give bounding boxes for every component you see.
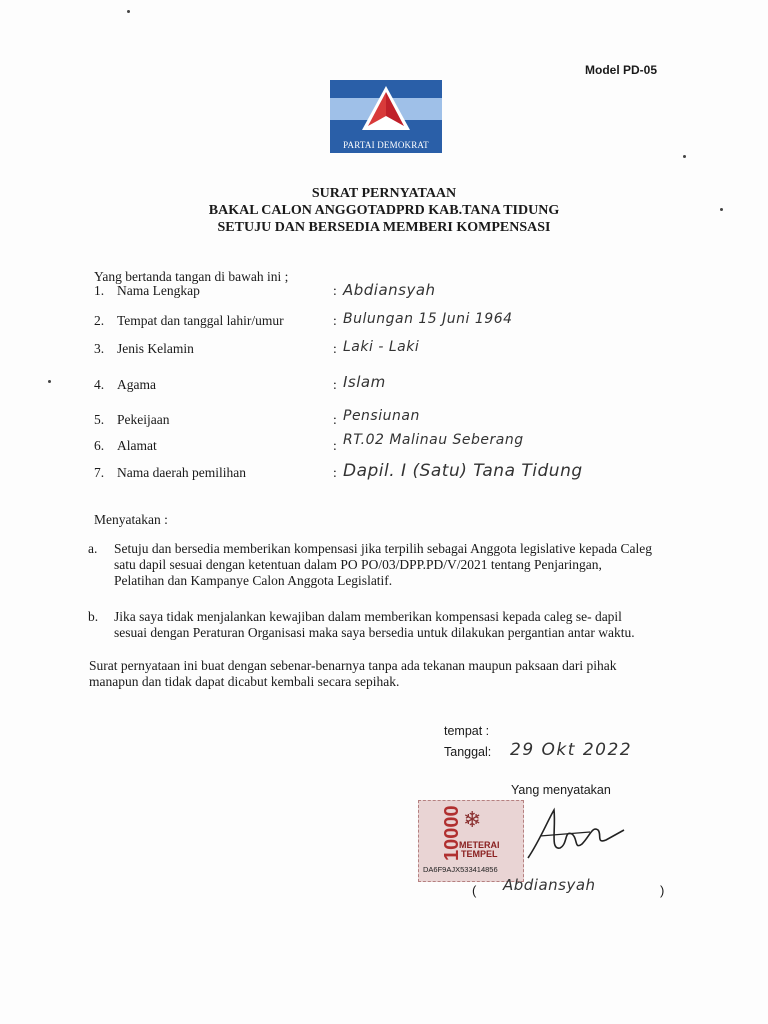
revenue-stamp — [418, 800, 524, 882]
field-colon: : — [333, 438, 337, 453]
signer-label: Yang menyatakan — [511, 783, 611, 797]
logo-text: PARTAI DEMOKRAT — [343, 140, 429, 150]
field-colon: : — [333, 412, 337, 427]
field-number: 3. — [94, 341, 105, 356]
closing-statement: Surat pernyataan ini buat dengan sebenar-benarnya tanpa ada tekanan maupun paksaan dari pihak manapun dan tidak dapat dicabut kembali secara sepihak. — [89, 658, 617, 689]
doc-title: SURAT PERNYATAAN — [311, 186, 457, 201]
doc-subtitle-1: BAKAL CALON ANGGOTADPRD KAB.TANA TIDUNG — [208, 203, 560, 218]
point-b-mark: b. — [88, 609, 99, 624]
date-label: Tanggal: — [444, 745, 492, 759]
point-b-text: Jika saya tidak menjalankan kewajiban dalam memberikan kompensasi kepada caleg se- dapil sesuai dengan Peraturan Organisasi maka saya bersedia untuk dilakukan pergantian antar waktu. — [114, 609, 635, 640]
point-a-mark: a. — [88, 541, 98, 556]
field-value: Pensiunan — [343, 408, 420, 424]
signer-name: Abdiansyah — [503, 876, 596, 894]
field-value: Islam — [343, 373, 386, 391]
stamp-label: METERAI TEMPEL — [459, 840, 500, 859]
scan-speck — [720, 208, 723, 211]
signature-icon — [520, 800, 630, 870]
model-code: Model PD-05 — [585, 63, 658, 77]
scan-speck — [48, 380, 51, 383]
field-colon: : — [333, 465, 337, 480]
declare-heading: Menyatakan : — [94, 512, 168, 527]
field-label: Pekeijaan — [117, 412, 170, 427]
field-label: Nama Lengkap — [117, 283, 200, 298]
field-value: RT.02 Malinau Seberang — [343, 432, 524, 448]
field-number: 1. — [94, 283, 105, 298]
field-colon: : — [333, 283, 337, 298]
name-paren-open: ( — [472, 883, 477, 898]
field-number: 4. — [94, 377, 105, 392]
field-colon: : — [333, 313, 337, 328]
field-value: Dapil. I (Satu) Tana Tidung — [343, 461, 583, 481]
place-label: tempat : — [444, 724, 490, 738]
field-label: Alamat — [117, 438, 157, 453]
field-label: Nama daerah pemilihan — [117, 465, 246, 480]
field-number: 5. — [94, 412, 105, 427]
field-value: Bulungan 15 Juni 1964 — [343, 311, 513, 327]
stamp-code: DA6F9AJX533414856 — [423, 865, 498, 874]
date-value: 29 Okt 2022 — [510, 740, 633, 760]
intro-text: Yang bertanda tangan di bawah ini ; — [94, 269, 289, 284]
field-label: Jenis Kelamin — [117, 341, 194, 356]
triangle-logo-icon — [360, 84, 412, 132]
field-colon: : — [333, 341, 337, 356]
field-colon: : — [333, 377, 337, 392]
garuda-emblem-icon: ❄ — [463, 807, 482, 832]
field-label: Agama — [117, 377, 156, 392]
point-a-text: Setuju dan bersedia memberikan kompensasi jika terpilih sebagai Anggota legislative kepada Caleg satu dapil sesuai dengan ketentuan dalam PO PO/03/DPP.PD/V/2021 tentang Penjaringan, Pelatihan dan Kampanye Calon Anggota Legislatif. — [114, 541, 652, 588]
field-value: Abdiansyah — [343, 281, 436, 299]
name-paren-close: ) — [660, 883, 665, 898]
field-number: 7. — [94, 465, 105, 480]
party-logo — [330, 80, 442, 153]
stamp-amount: 10000 — [441, 805, 463, 861]
field-number: 6. — [94, 438, 105, 453]
scan-speck — [683, 155, 686, 158]
scan-speck — [127, 10, 130, 13]
field-label: Tempat dan tanggal lahir/umur — [117, 313, 284, 328]
doc-subtitle-2: SETUJU DAN BERSEDIA MEMBERI KOMPENSASI — [217, 220, 551, 235]
field-value: Laki - Laki — [343, 339, 420, 355]
field-number: 2. — [94, 313, 105, 328]
